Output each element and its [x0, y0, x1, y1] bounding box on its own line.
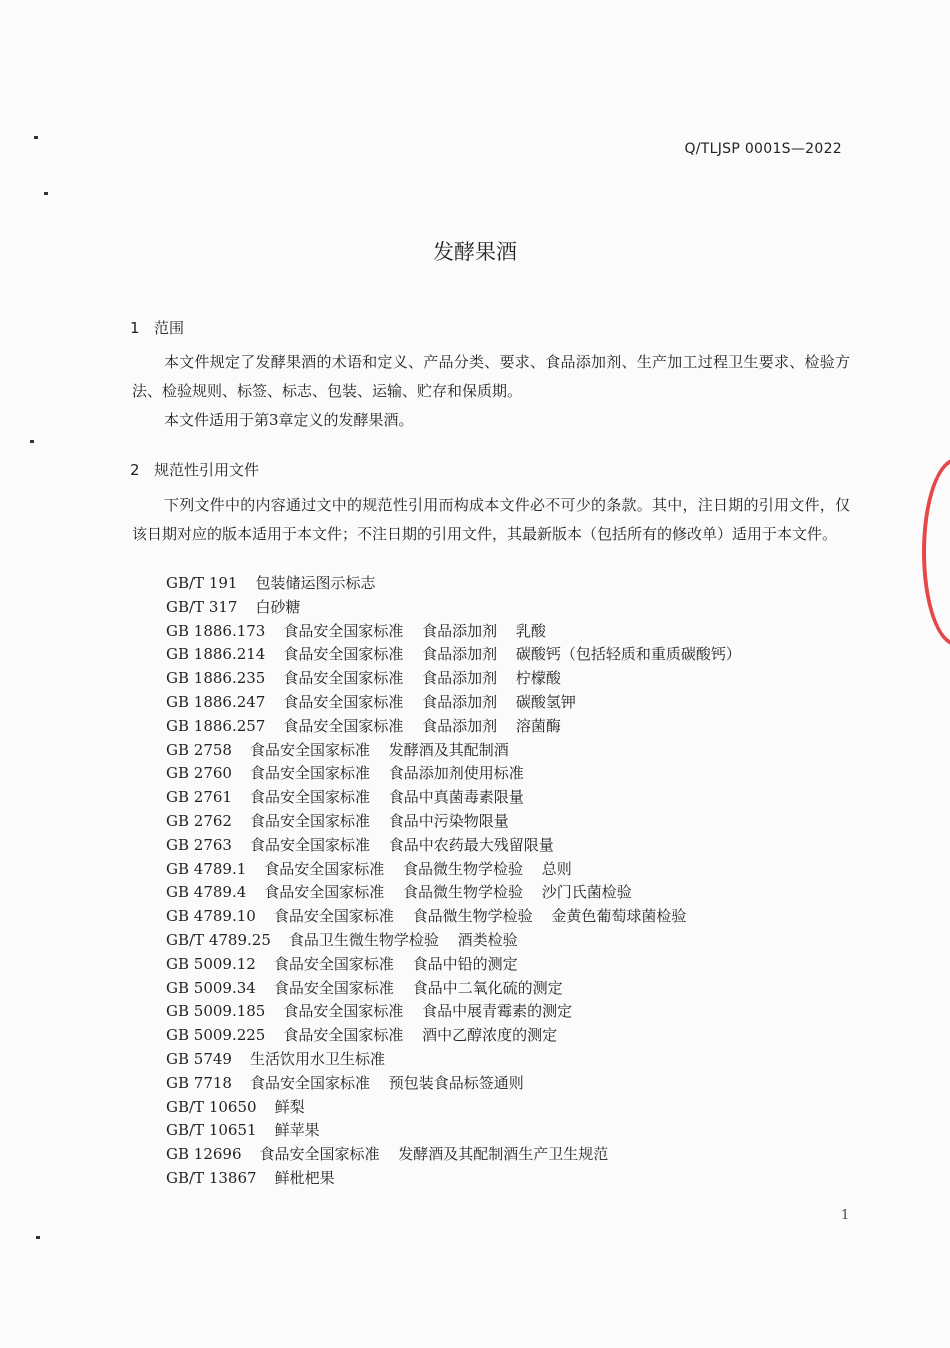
- list-item: [166, 953, 741, 977]
- ref-title: 食品卫生微生物学检验 酒类检验: [288, 930, 518, 949]
- section-title: 范围: [154, 319, 185, 337]
- ref-code: GB 1886.257: [166, 716, 266, 735]
- section-title: 规范性引用文件: [154, 461, 260, 479]
- ref-code: GB 1886.235: [166, 669, 266, 688]
- ref-title: 食品安全国家标准 食品微生物学检验 沙门氏菌检验: [264, 883, 632, 902]
- list-item: [166, 1119, 741, 1143]
- list-item: [166, 739, 741, 763]
- ref-title: 鲜枇杷果: [274, 1168, 335, 1187]
- standard-code: Q/TLJSP 0001S—2022: [684, 141, 842, 157]
- ref-title: 食品安全国家标准 食品微生物学检验 金黄色葡萄球菌检验: [273, 907, 687, 926]
- ref-title: 食品安全国家标准 食品中展青霉素的测定: [283, 1002, 573, 1021]
- ref-title: 食品安全国家标准 食品中农药最大残留限量: [249, 835, 554, 854]
- section-1-heading: [130, 317, 184, 338]
- scan-speck: [34, 136, 38, 139]
- ref-code: GB 4789.4: [166, 883, 247, 902]
- ref-title: 食品安全国家标准 食品添加剂使用标准: [249, 764, 524, 783]
- ref-title: 包装储运图示标志: [255, 574, 376, 592]
- ref-title: 食品安全国家标准 发酵酒及其配制酒: [249, 740, 509, 759]
- ref-title: 食品安全国家标准 食品添加剂 溶菌酶: [283, 716, 561, 735]
- ref-code: GB 7718: [166, 1073, 232, 1092]
- ref-code: GB 2761: [166, 788, 232, 807]
- scan-speck: [44, 192, 48, 195]
- ref-code: GB 1886.173: [166, 621, 266, 640]
- ref-title: 食品安全国家标准 食品中铅的测定: [273, 954, 518, 973]
- ref-title: 食品安全国家标准 酒中乙醇浓度的测定: [283, 1026, 558, 1045]
- list-item: [166, 572, 741, 596]
- ref-title: 食品安全国家标准 食品添加剂 碳酸钙（包括轻质和重质碳酸钙）: [283, 645, 741, 664]
- list-item: [166, 596, 741, 620]
- ref-code: GB/T 10651: [166, 1121, 257, 1140]
- ref-code: GB 12696: [166, 1145, 242, 1164]
- list-item: [166, 1048, 741, 1072]
- document-title: 发酵果酒: [433, 240, 517, 264]
- ref-code: GB/T 4789.25: [166, 930, 271, 949]
- list-item: [166, 834, 741, 858]
- list-item: [166, 905, 741, 929]
- list-item: [166, 858, 741, 882]
- ref-code: GB 5749: [166, 1049, 232, 1068]
- ref-code: GB 2760: [166, 764, 232, 783]
- ref-title: 食品安全国家标准 食品微生物学检验 总则: [264, 859, 572, 878]
- seal-stamp: [922, 458, 950, 646]
- ref-title: 食品安全国家标准 食品添加剂 乳酸: [283, 621, 546, 640]
- ref-title: 食品安全国家标准 食品中真菌毒素限量: [249, 788, 524, 807]
- list-item: [166, 643, 741, 667]
- ref-code: GB 1886.214: [166, 645, 266, 664]
- ref-code: GB 2758: [166, 740, 232, 759]
- section-1-paragraph-1: 本文件规定了发酵果酒的术语和定义、产品分类、要求、食品添加剂、生产加工过程卫生要求、检验方法、检验规则、标签、标志、包装、运输、贮存和保质期。: [132, 353, 850, 400]
- ref-code: GB 4789.1: [166, 859, 247, 878]
- ref-title: 食品安全国家标准 发酵酒及其配制酒生产卫生规范: [259, 1145, 609, 1164]
- ref-code: GB 5009.34: [166, 978, 256, 997]
- section-number: 2: [130, 461, 140, 479]
- list-item: [166, 1096, 741, 1120]
- ref-code: GB 5009.185: [166, 1002, 266, 1021]
- list-item: [166, 691, 741, 715]
- ref-title: 食品安全国家标准 预包装食品标签通则: [249, 1073, 524, 1092]
- list-item: [166, 620, 741, 644]
- list-item: [166, 1024, 741, 1048]
- ref-title: 鲜梨: [274, 1097, 305, 1116]
- ref-title: 食品安全国家标准 食品中污染物限量: [249, 811, 509, 830]
- list-item: [166, 1143, 741, 1167]
- page-number: 1: [841, 1208, 850, 1223]
- ref-title: 生活饮用水卫生标准: [249, 1049, 385, 1068]
- ref-code: GB 2762: [166, 811, 232, 830]
- list-item: [166, 977, 741, 1001]
- section-number: 1: [130, 319, 140, 337]
- list-item: [166, 715, 741, 739]
- list-item: [166, 881, 741, 905]
- list-item: [166, 1072, 741, 1096]
- ref-title: 食品安全国家标准 食品添加剂 碳酸氢钾: [283, 692, 576, 711]
- ref-code: GB 1886.247: [166, 692, 266, 711]
- list-item: [166, 762, 741, 786]
- ref-code: GB/T 191: [166, 574, 238, 592]
- section-1-paragraph-2: 本文件适用于第3章定义的发酵果酒。: [164, 411, 414, 429]
- ref-code: GB 5009.12: [166, 954, 256, 973]
- ref-title: 食品安全国家标准 食品中二氧化硫的测定: [273, 978, 563, 997]
- scan-speck: [30, 440, 34, 443]
- list-item: [166, 667, 741, 691]
- ref-code: GB/T 317: [166, 597, 238, 616]
- list-item: [166, 929, 741, 953]
- section-2-paragraph-1: 下列文件中的内容通过文中的规范性引用而构成本文件必不可少的条款。其中，注日期的引用文件，仅该日期对应的版本适用于本文件；不注日期的引用文件，其最新版本（包括所有的修改单）适用于本文件。: [132, 496, 850, 543]
- ref-title: 白砂糖: [255, 597, 301, 616]
- ref-code: GB 5009.225: [166, 1026, 266, 1045]
- ref-code: GB 2763: [166, 835, 232, 854]
- list-item: [166, 810, 741, 834]
- reference-list: [166, 572, 741, 1191]
- ref-title: 鲜苹果: [274, 1121, 320, 1140]
- ref-code: GB 4789.10: [166, 907, 256, 926]
- section-2-heading: [130, 459, 259, 480]
- ref-title: 食品安全国家标准 食品添加剂 柠檬酸: [283, 669, 561, 688]
- scan-speck: [36, 1236, 40, 1239]
- ref-code: GB/T 10650: [166, 1097, 257, 1116]
- list-item: [166, 1000, 741, 1024]
- ref-code: GB/T 13867: [166, 1168, 257, 1187]
- list-item: [166, 1167, 741, 1191]
- list-item: [166, 786, 741, 810]
